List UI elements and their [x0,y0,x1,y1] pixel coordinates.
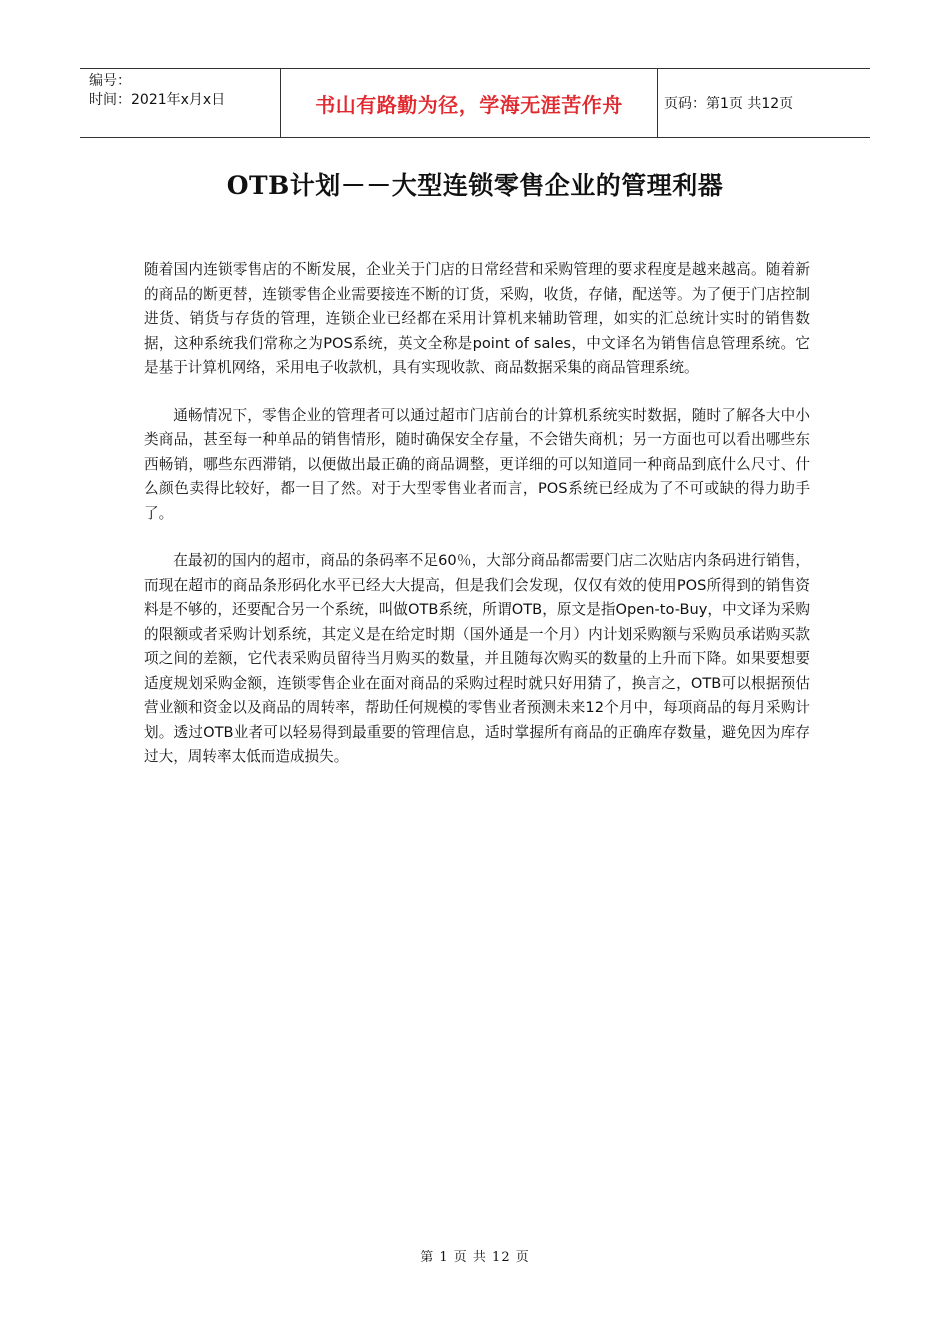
header-table [80,68,870,138]
header-page-cell [658,69,870,137]
document-body [144,258,810,793]
header-motto-cell [281,69,658,137]
paragraph-2: 通畅情况下，零售企业的管理者可以通过超市门店前台的计算机系统实时数据，随时了解各大中小类商品，甚至每一种单品的销售情形，随时确保安全存量，不会错失商机；另一方面也可以看出哪些东西畅销，哪些东西滞销，以便做出最正确的商品调整，更详细的可以知道同一种商品到底什么尺寸、什么颜色卖得比较好，都一目了然。对于大型零售业者而言，POS系统已经成为了不可或缺的得力助手了。 [144,406,810,522]
header-info-cell [80,69,281,137]
document-number-label: 编号： [89,73,131,89]
header-page-info: 页码：第1页 共12页 [664,96,794,112]
document-title: OTB计划－－大型连锁零售企业的管理利器 [226,171,724,200]
document-time-label: 时间：2021年x月x日 [89,92,226,108]
page-footer: 第 1 页 共 12 页 [420,1250,530,1265]
paragraph-1: 随着国内连锁零售店的不断发展，企业关于门店的日常经营和采购管理的要求程度是越来越高。随着新的商品的断更替，连锁零售企业需要接连不断的订货，采购，收货，存储，配送等。为了便于门店控制进货、销货与存货的管理，连锁企业已经都在采用计算机来辅助管理，如实的汇总统计实时的销售数据，这种系统我们常称之为POS系统，英文全称是point of sales，中文译名为销售信息管理系统。它是基于计算机网络，采用电子收款机，具有实现收款、商品数据采集的商品管理系统。 [144,261,810,376]
header-motto: 书山有路勤为径，学海无涯苦作舟 [315,92,623,117]
paragraph-3: 在最初的国内的超市，商品的条码率不足60％，大部分商品都需要门店二次贴店内条码进行销售，而现在超市的商品条形码化水平已经大大提高，但是我们会发现，仅仅有效的使用POS所得到的销售资料是不够的，还要配合另一个系统，叫做OTB系统，所谓OTB，原文是指Open-to-Buy，中文译为采购的限额或者采购计划系统，其定义是在给定时期（国外通是一个月）内计划采购额与采购员承诺购买款项之间的差额，它代表采购员留待当月购买的数量，并且随每次购买的数量的上升而下降。如果要想要适度规划采购金额，连锁零售企业在面对商品的采购过程时就只好用猜了，换言之，OTB可以根据预估营业额和资金以及商品的周转率，帮助任何规模的零售业者预测未来12个月中，每项商品的每月采购计划。透过OTB业者可以轻易得到最重要的管理信息，适时掌握所有商品的正确库存数量，避免因为库存过大，周转率太低而造成损失。 [144,552,810,765]
